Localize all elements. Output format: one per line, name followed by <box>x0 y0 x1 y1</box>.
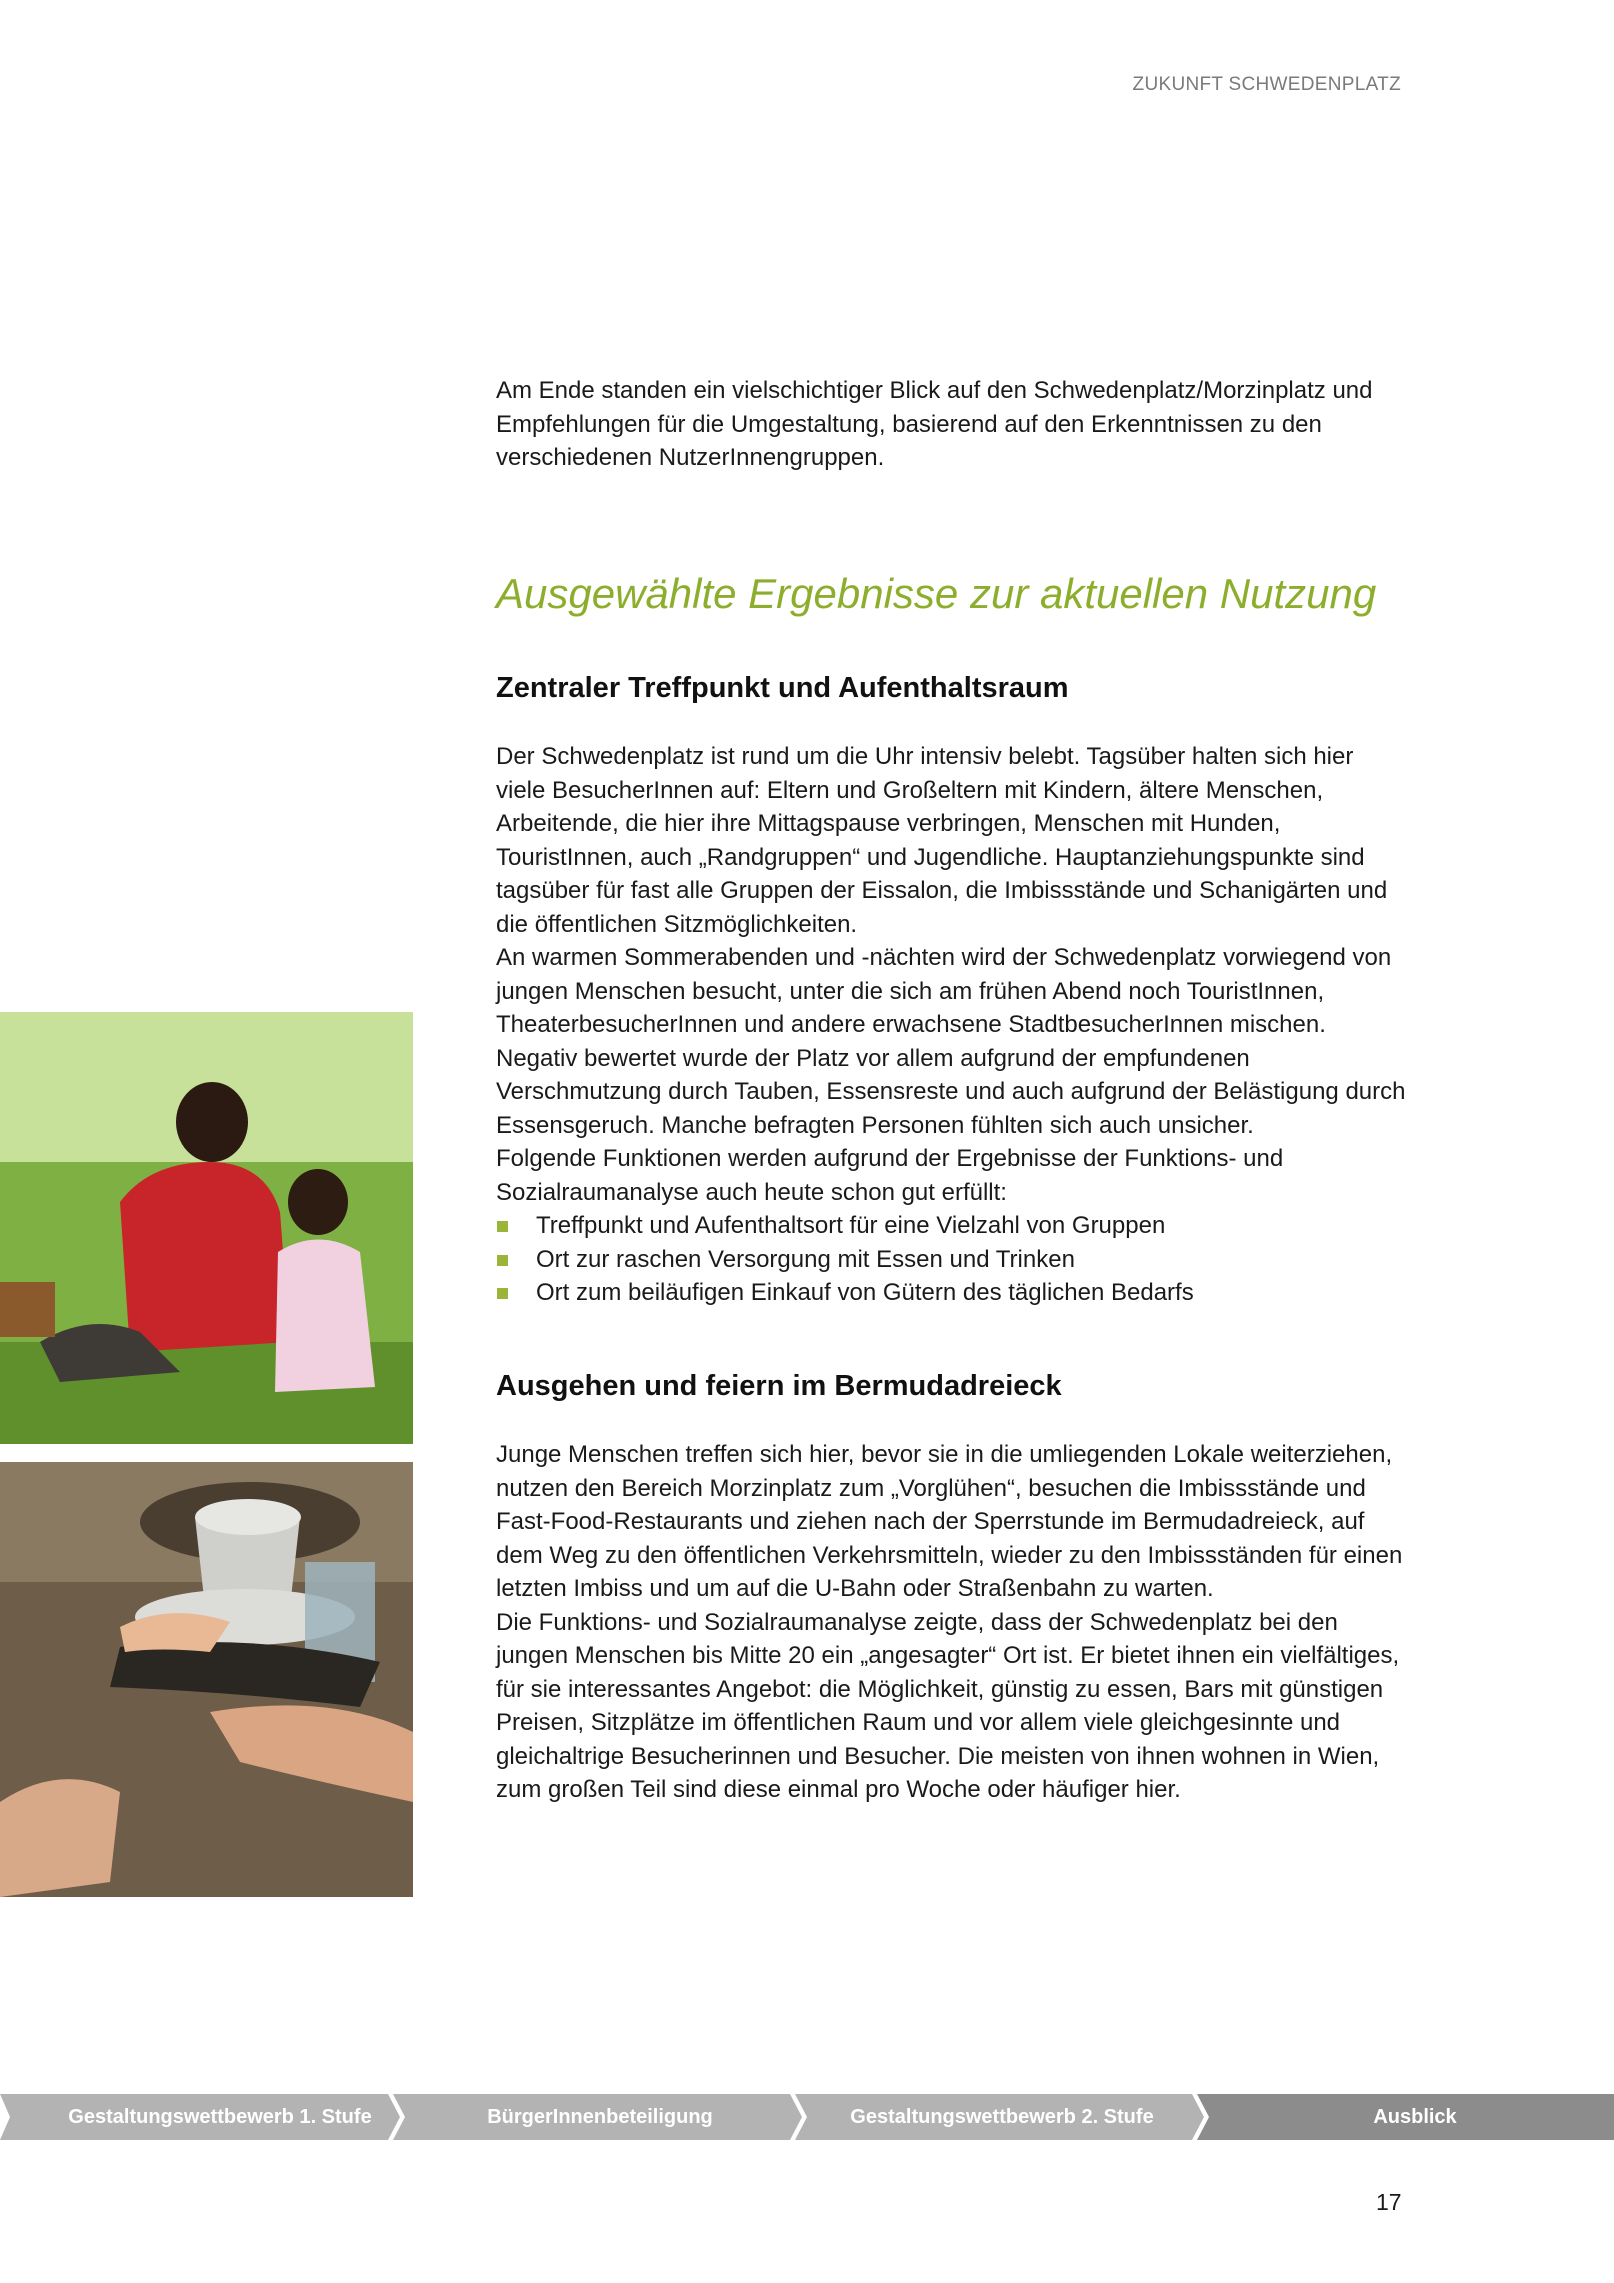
intro-paragraph: Am Ende standen ein vielschichtiger Blick auf den Schwedenplatz/Morzinplatz und Empfehlungen für die Umgestaltung, basierend auf den Erkenntnissen zu den verschiedenen NutzerInnengruppen. <box>496 377 1373 471</box>
section-title: Ausgewählte Ergebnisse zur aktuellen Nutzung <box>496 570 1377 617</box>
list-item <box>496 1209 1406 1243</box>
running-header: ZUKUNFT SCHWEDENPLATZ <box>1132 74 1401 95</box>
list-item <box>496 1243 1406 1277</box>
process-step-1: Gestaltungswettbewerb 1. Stufe <box>68 2106 372 2128</box>
list-item-text: Treffpunkt und Aufenthaltsort für eine Vielzahl von Gruppen <box>536 1212 1166 1239</box>
block1-heading: Zentraler Treffpunkt und Aufenthaltsraum <box>496 672 1069 704</box>
bullet-square-icon <box>497 1221 508 1232</box>
process-bar <box>0 2094 1614 2140</box>
block2-paragraph-2: Die Funktions- und Sozialraumanalyse zeigte, dass der Schwedenplatz bei den jungen Menschen bis Mitte 20 ein „angesagter“ Ort ist. Er bietet ihnen ein vielfältiges, für sie interessantes Angebot: die Möglichkeit, günstig zu essen, Bars mit günstigen Preisen, Sitzplätze im öffentlichen Raum und vor allem viele gleichgesinnte und gleichaltrige Besucherinnen und Besucher. Die meisten von ihnen wohnen in Wien, zum großen Teil sind diese einmal pro Woche oder häufiger hier. <box>496 1608 1400 1803</box>
list-item-text: Ort zum beiläufigen Einkauf von Gütern des täglichen Bedarfs <box>536 1279 1194 1306</box>
process-step-4: Ausblick <box>1373 2106 1457 2128</box>
function-list <box>496 1209 1406 1310</box>
page-number: 17 <box>1376 2189 1402 2215</box>
list-item <box>496 1276 1406 1310</box>
block1-paragraph-3: Negativ bewertet wurde der Platz vor allem aufgrund der empfundenen Verschmutzung durch Tauben, Essensreste und auch aufgrund der Belästigung durch Essensgeruch. Manche befragten Personen fühlten sich auch unsicher. <box>496 1044 1406 1139</box>
list-item-text: Ort zur raschen Versorgung mit Essen und Trinken <box>536 1245 1075 1273</box>
bullet-square-icon <box>497 1288 508 1299</box>
block1-body <box>496 740 1406 1310</box>
bullet-square-icon <box>497 1255 508 1266</box>
photo-people-on-grass <box>0 1012 413 1444</box>
block2-paragraph-1: Junge Menschen treffen sich hier, bevor sie in die umliegenden Lokale weiterziehen, nutzen den Bereich Morzinplatz zum „Vorglühen“, besuchen die Imbissstände und Fast-Food-Restaurants und ziehen nach der Sperrstunde im Bermudadreieck, auf dem Weg zu den öffentlichen Verkehrsmitteln, wieder zu den Imbissständen für einen letzten Imbiss und um auf die U-Bahn oder Straßenbahn zu warten. <box>496 1441 1403 1602</box>
block1-paragraph-4: Folgende Funktionen werden aufgrund der Ergebnisse der Funktions- und Sozialraumanalyse auch heute schon gut erfüllt: <box>496 1145 1284 1206</box>
block2-body <box>496 1438 1406 1807</box>
block1-paragraph-2: An warmen Sommerabenden und -nächten wird der Schwedenplatz vorwiegend von jungen Menschen besucht, unter die sich am frühen Abend noch TouristInnen, TheaterbesucherInnen und andere erwachsene StadtbesucherInnen mischen. <box>496 944 1392 1038</box>
process-step-3: Gestaltungswettbewerb 2. Stufe <box>850 2106 1154 2128</box>
block2-heading: Ausgehen und feiern im Bermudadreieck <box>496 1370 1062 1402</box>
process-step-2: BürgerInnenbeteiligung <box>487 2106 713 2128</box>
photo-tray-with-cups-graphic <box>0 1462 413 1897</box>
photo-tray-with-cups <box>0 1462 413 1897</box>
block1-paragraph-1: Der Schwedenplatz ist rund um die Uhr intensiv belebt. Tagsüber halten sich hier viele BesucherInnen auf: Eltern und Großeltern mit Kindern, ältere Menschen, Arbeitende, die hier ihre Mittagspause verbringen, Menschen mit Hunden, TouristInnen, auch „Randgruppen“ und Jugendliche. Hauptanziehungspunkte sind tagsüber für fast alle Gruppen der Eissalon, die Imbissstände und Schanigärten und die öffentlichen Sitzmöglichkeiten. <box>496 743 1388 938</box>
photo-people-on-grass-graphic <box>0 1012 413 1444</box>
